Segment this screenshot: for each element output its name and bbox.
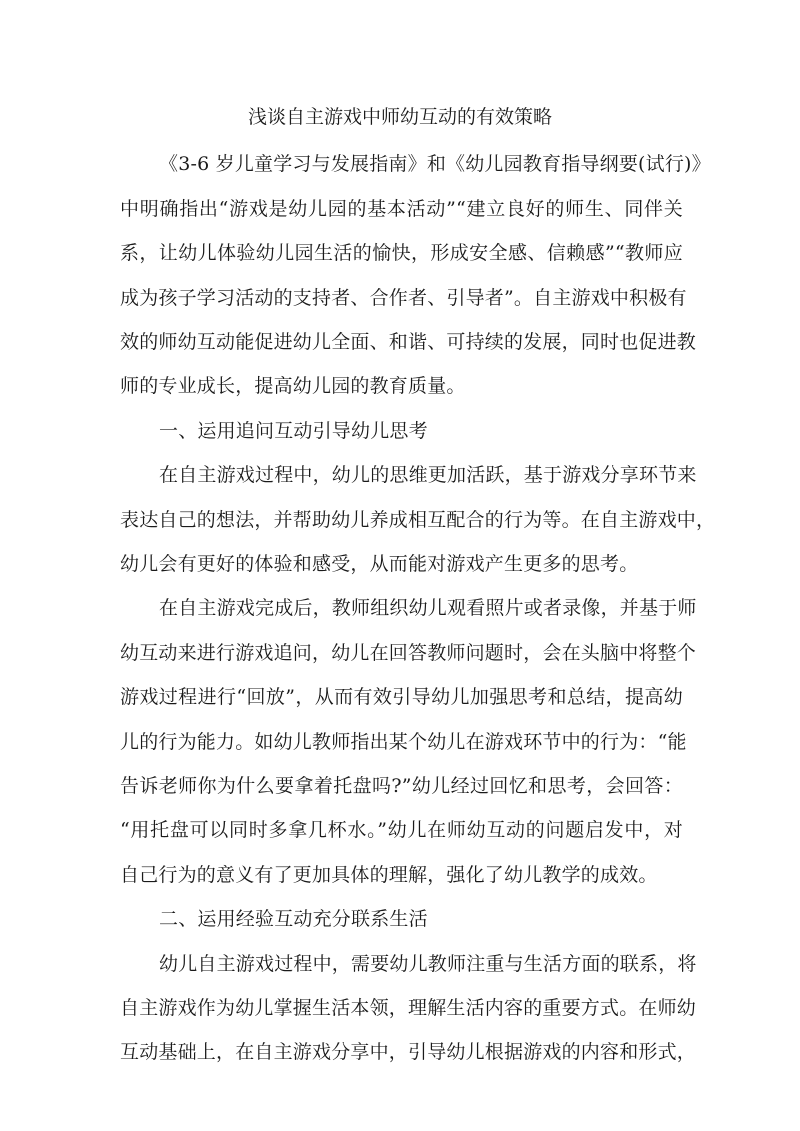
text-line: 表达自己的想法，并帮助幼儿养成相互配合的行为等。在自主游戏中， bbox=[120, 509, 716, 531]
text-line: 自主游戏作为幼儿掌握生活本领，理解生活内容的重要方式。在师幼 bbox=[120, 997, 697, 1019]
text-line: 幼互动来进行游戏追问，幼儿在回答教师问题时，会在头脑中将整个 bbox=[120, 642, 697, 664]
text-line: 效的师幼互动能促进幼儿全面、和谐、可持续的发展，同时也促进教 bbox=[120, 331, 697, 353]
text-line: 中明确指出“游戏是幼儿园的基本活动”“建立良好的师生、同伴关 bbox=[120, 198, 683, 220]
text-line: 系，让幼儿体验幼儿园生活的愉快，形成安全感、信赖感”“教师应 bbox=[120, 242, 683, 264]
text-line: 师的专业成长，提高幼儿园的教育质量。 bbox=[120, 375, 466, 397]
text-line: 互动基础上，在自主游戏分享中，引导幼儿根据游戏的内容和形式， bbox=[120, 1041, 697, 1063]
text-line: 在自主游戏完成后，教师组织幼儿观看照片或者录像，并基于师 bbox=[159, 597, 697, 619]
section-heading: 二、运用经验互动充分联系生活 bbox=[159, 908, 428, 930]
text-line: 幼儿会有更好的体验和感受，从而能对游戏产生更多的思考。 bbox=[120, 553, 639, 575]
text-line: 自己行为的意义有了更加具体的理解，强化了幼儿教学的成效。 bbox=[120, 864, 658, 886]
text-line: 《3-6 岁儿童学习与发展指南》和《幼儿园教育指导纲要(试行)》 bbox=[159, 153, 711, 175]
text-line: 告诉老师你为什么要拿着托盘吗?”幼儿经过回忆和思考，会回答： bbox=[120, 775, 683, 797]
text-line: “用托盘可以同时多拿几杯水。”幼儿在师幼互动的问题启发中，对 bbox=[120, 819, 683, 841]
text-line: 在自主游戏过程中，幼儿的思维更加活跃，基于游戏分享环节来 bbox=[159, 464, 697, 486]
section-heading: 一、运用追问互动引导幼儿思考 bbox=[159, 420, 428, 442]
text-line: 成为孩子学习活动的支持者、合作者、引导者”。自主游戏中积极有 bbox=[120, 287, 687, 309]
text-line: 游戏过程进行“回放”，从而有效引导幼儿加强思考和总结，提高幼 bbox=[120, 686, 683, 708]
text-line: 儿的行为能力。如幼儿教师指出某个幼儿在游戏环节中的行为：“能 bbox=[120, 731, 687, 753]
text-line: 幼儿自主游戏过程中，需要幼儿教师注重与生活方面的联系，将 bbox=[159, 953, 697, 975]
document-title: 浅谈自主游戏中师幼互动的有效策略 bbox=[247, 106, 552, 128]
